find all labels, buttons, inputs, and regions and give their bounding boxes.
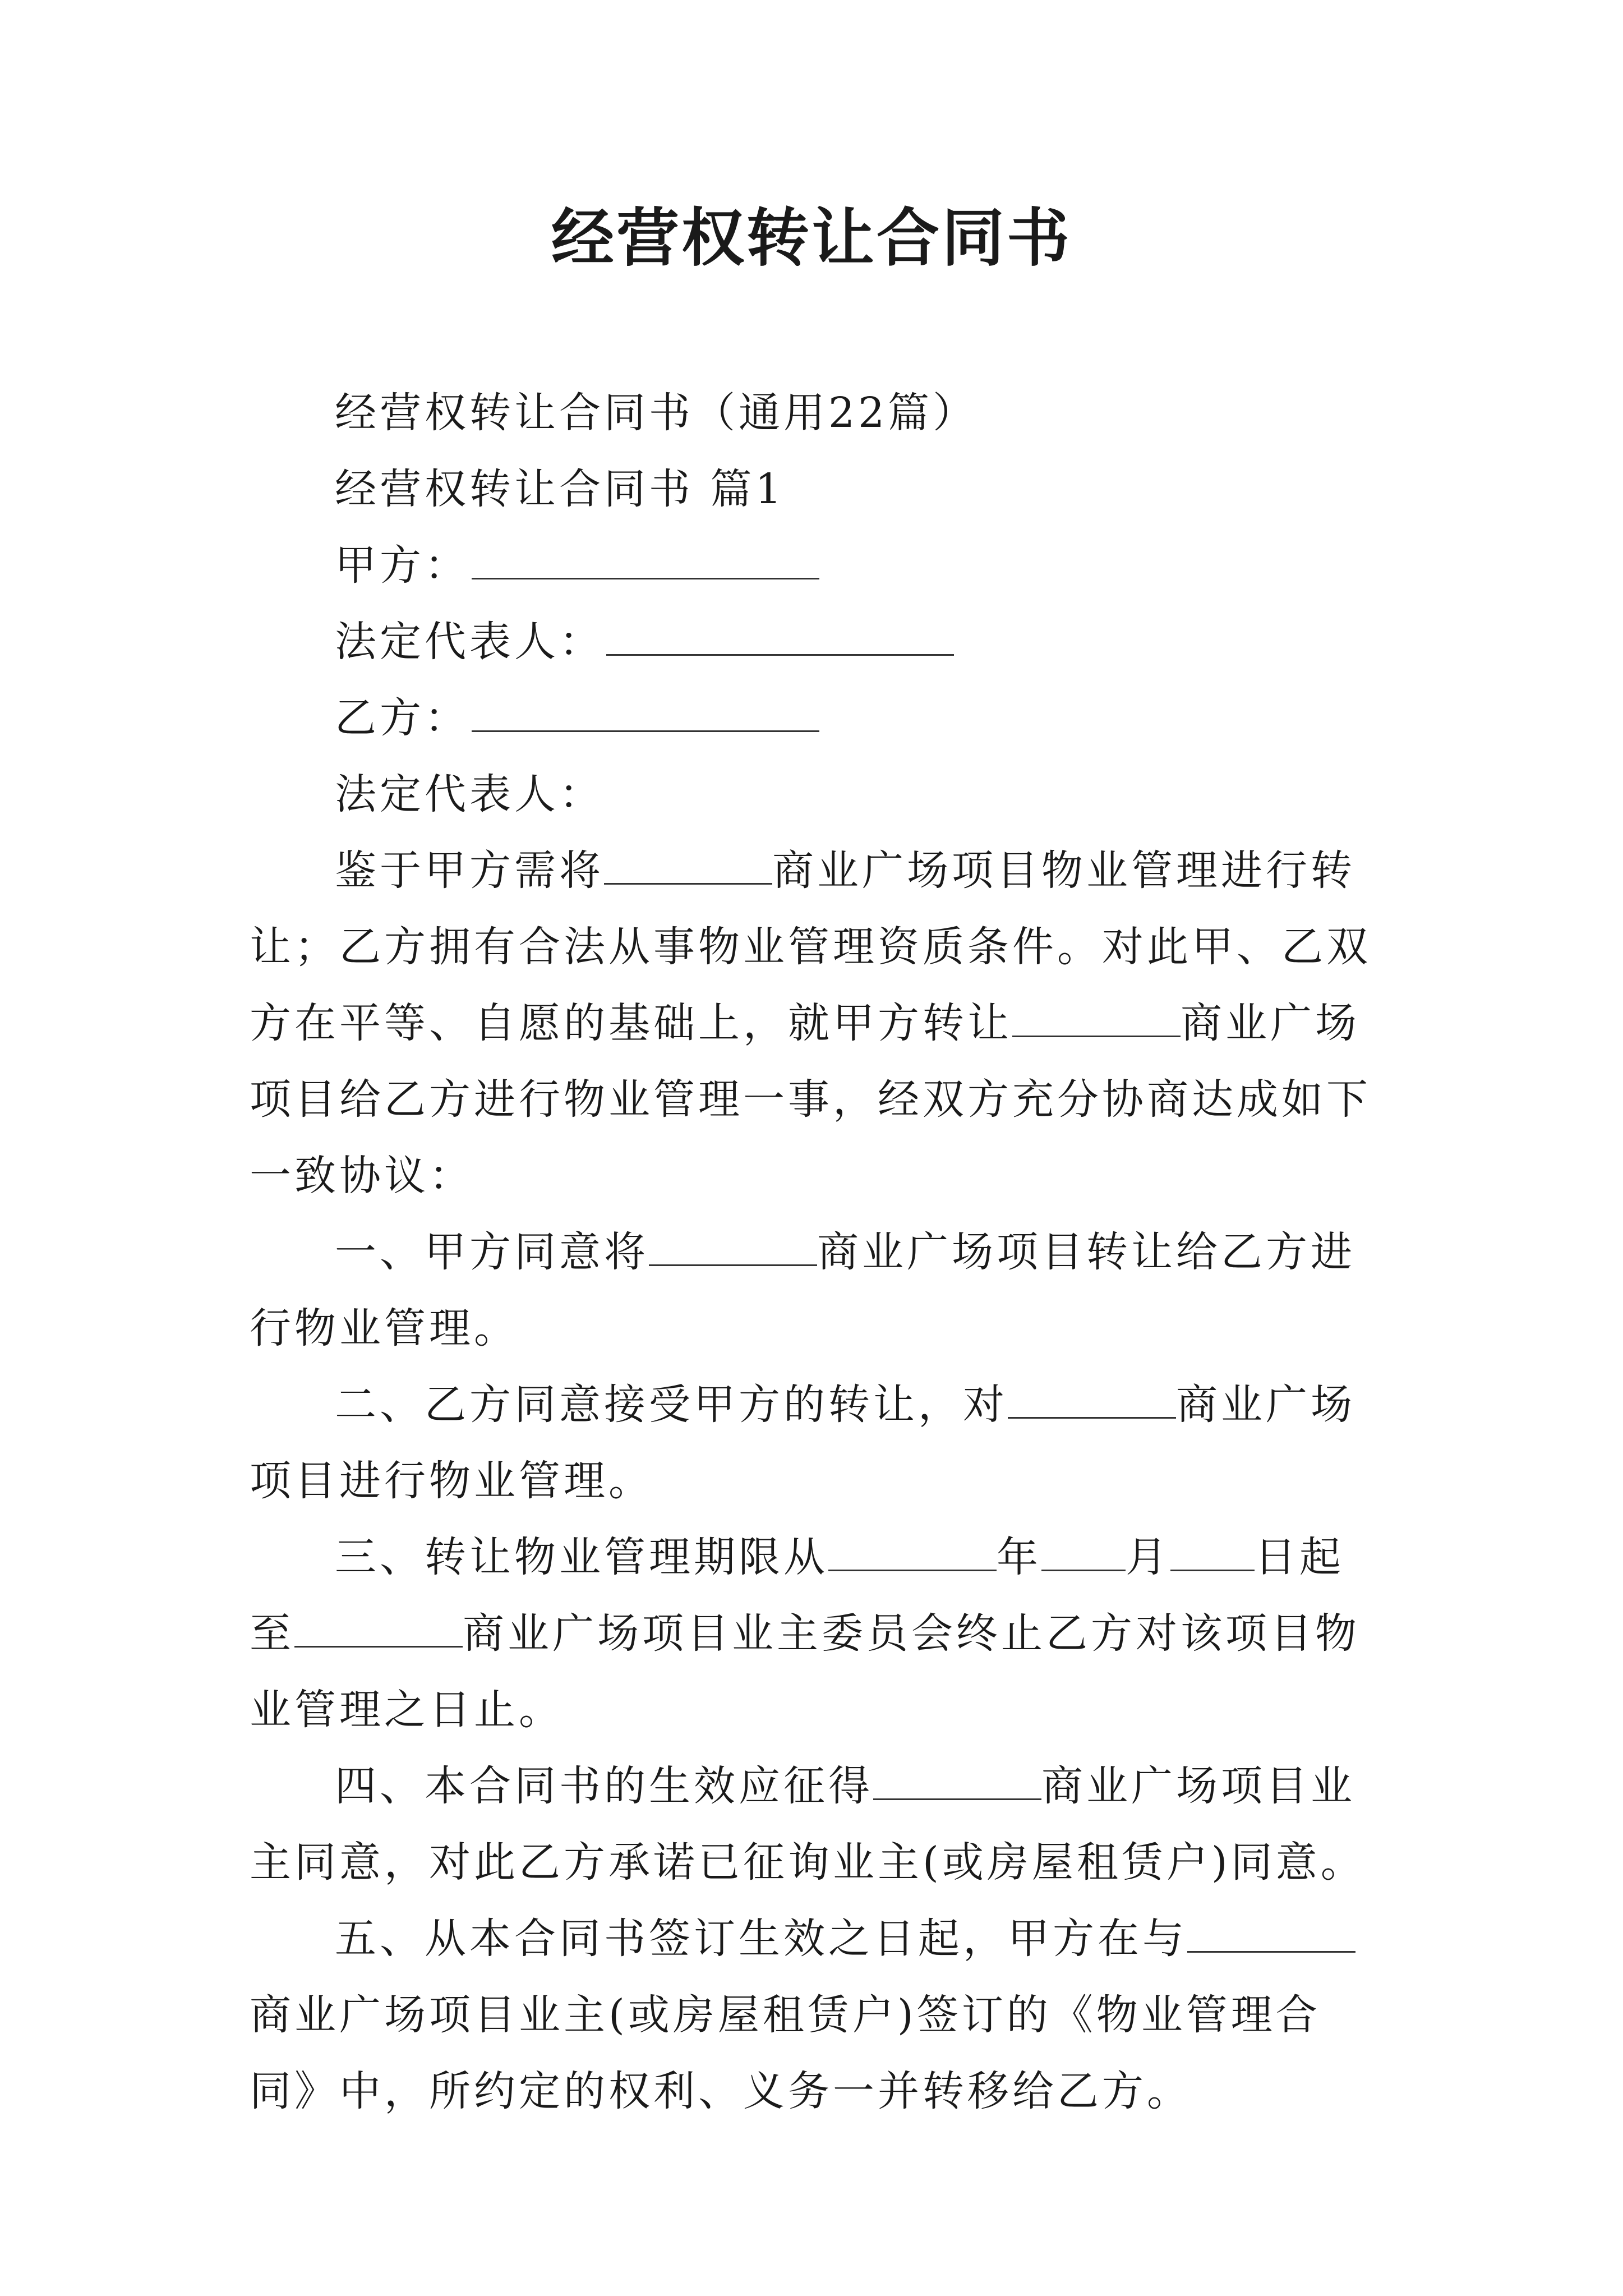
clause-5-text-a: 五、从本合同书签订生效之日起，甲方在与 xyxy=(335,1915,1187,1963)
preamble-blank-1 xyxy=(604,882,772,885)
clause-2-text-a: 二、乙方同意接受甲方的转让，对 xyxy=(335,1381,1008,1429)
party-b-line xyxy=(250,680,1388,756)
clause-2-text-b: 商业广场项目进行物业管理。 xyxy=(250,1381,1355,1505)
clause-3-year-blank xyxy=(828,1569,997,1571)
clause-2-blank xyxy=(1008,1416,1176,1419)
clause-3-day-blank xyxy=(1170,1569,1255,1571)
legal-rep-a-label: 法定代表人： xyxy=(335,618,604,666)
clause-4-text-b: 商业广场项目业主同意，对此乙方承诺已征询业主(或房屋租赁户)同意。 xyxy=(250,1762,1366,1887)
clause-5-text-b: 商业广场项目业主(或房屋租赁户)签订的《物业管理合同》中，所约定的权利、义务一并转移给乙方。 xyxy=(250,1991,1321,2115)
party-b-blank xyxy=(472,730,819,732)
clause-2 xyxy=(250,1366,1388,1519)
clause-4-text-a: 四、本合同书的生效应征得 xyxy=(335,1762,873,1810)
preamble-paragraph xyxy=(250,832,1388,1214)
legal-rep-b-line xyxy=(250,756,1388,832)
party-a-blank xyxy=(472,577,819,579)
clause-3-text-a: 三、转让物业管理期限从 xyxy=(335,1533,828,1581)
clause-5-blank xyxy=(1187,1950,1355,1953)
clause-3-month: 月 xyxy=(1126,1533,1170,1581)
clause-3-month-blank xyxy=(1041,1569,1126,1571)
clause-1-text-a: 一、甲方同意将 xyxy=(335,1228,649,1276)
legal-rep-a-blank xyxy=(606,654,954,656)
clause-3-project-blank xyxy=(294,1645,463,1648)
legal-rep-b-label: 法定代表人： xyxy=(335,770,604,818)
clause-3 xyxy=(250,1519,1388,1748)
clause-4 xyxy=(250,1748,1388,1901)
preamble-blank-2 xyxy=(1012,1035,1181,1037)
clause-1-blank xyxy=(649,1264,817,1266)
clause-3-day-to: 日起至 xyxy=(250,1533,1344,1658)
clause-3-year: 年 xyxy=(997,1533,1041,1581)
clause-1 xyxy=(250,1214,1388,1366)
collection-heading: 经营权转让合同书（通用22篇） xyxy=(335,389,978,437)
document-title: 经营权转让合同书 xyxy=(551,202,1072,275)
clause-1-text-b: 商业广场项目转让给乙方进行物业管理。 xyxy=(250,1228,1355,1352)
document-body xyxy=(250,375,1388,2129)
clause-3-text-b: 商业广场项目业主委员会终止乙方对该项目物业管理之日止。 xyxy=(250,1609,1360,1734)
preamble-text-1: 鉴于甲方需将 xyxy=(335,846,604,895)
party-a-label: 甲方： xyxy=(335,541,469,590)
preamble-text-2: 商业广场项目物业管理进行转让；乙方拥有合法从事物业管理资质条件。对此甲、乙双方在平等、自愿的基础上，就甲方转让 xyxy=(250,846,1371,1047)
part-heading: 经营权转让合同书 篇1 xyxy=(335,465,785,513)
party-a-line xyxy=(250,527,1388,604)
party-b-label: 乙方： xyxy=(335,694,469,742)
legal-rep-a-line xyxy=(250,604,1388,680)
clause-5 xyxy=(250,1901,1388,2129)
preamble-text-3: 商业广场项目给乙方进行物业管理一事，经双方充分协商达成如下一致协议： xyxy=(250,999,1371,1200)
clause-4-blank xyxy=(873,1798,1041,1800)
